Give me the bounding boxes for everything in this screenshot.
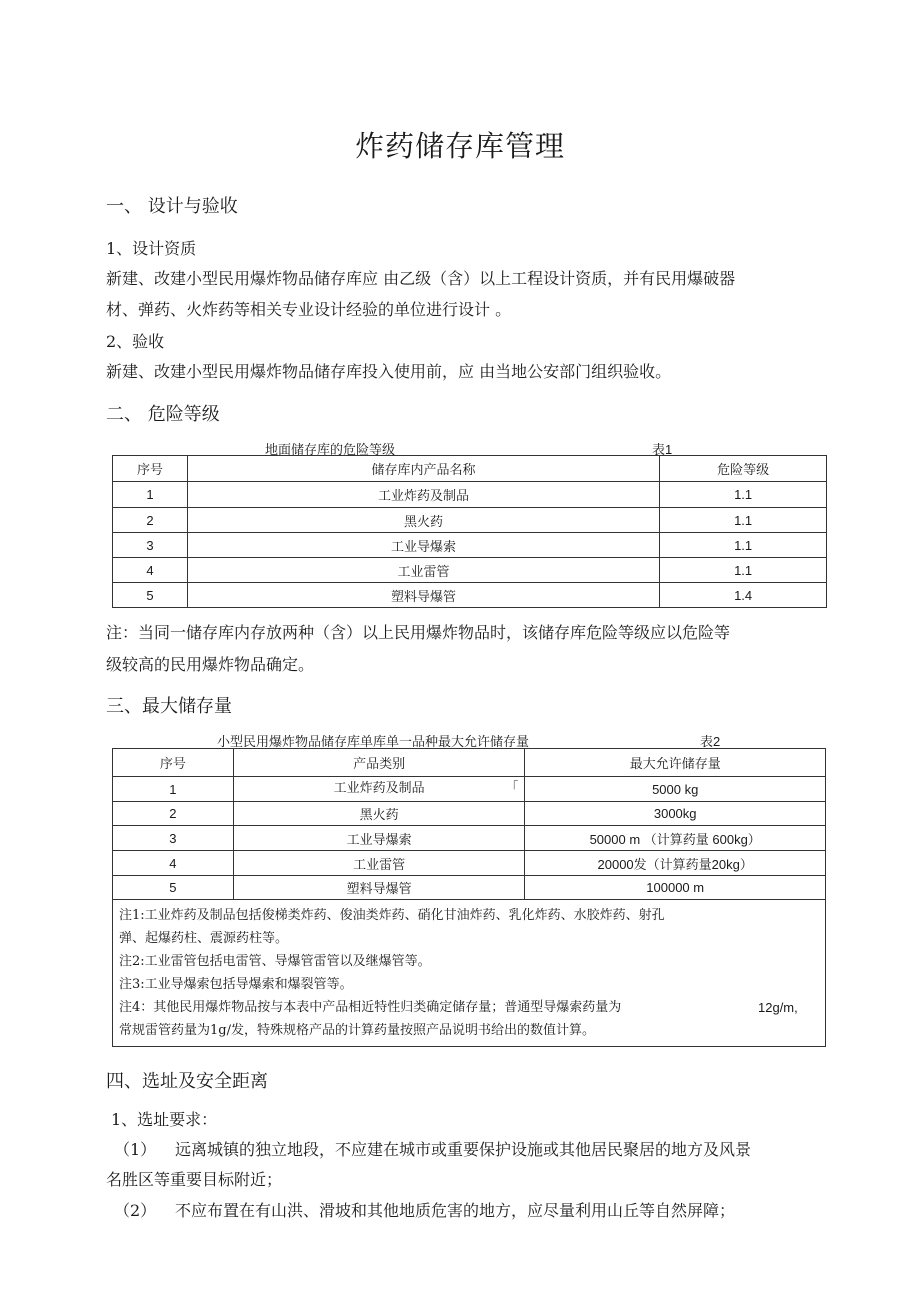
cell: 4 bbox=[113, 851, 234, 876]
cell: 3000kg bbox=[525, 802, 826, 826]
cell: 2 bbox=[113, 508, 188, 533]
cell: 5000 kg bbox=[525, 777, 826, 802]
cell: 4 bbox=[113, 558, 188, 583]
paragraph-line: 材、弹药、火炸药等相关专业设计经验的单位进行设计 。 bbox=[106, 300, 512, 319]
note-4-line bbox=[119, 996, 819, 1019]
table-header-row bbox=[113, 749, 826, 777]
subheading-acceptance: 2、验收 bbox=[106, 332, 165, 351]
paragraph-line: 新建、改建小型民用爆炸物品储存库投入使用前，应 由当地公安部门组织验收。 bbox=[106, 362, 672, 381]
note-4-text: 注4：其他民用爆炸物品按与本表中产品相近特性归类确定储存量；普通型导爆索药量为 bbox=[119, 1000, 622, 1015]
table-notes-row bbox=[113, 900, 826, 1047]
table-row bbox=[113, 802, 826, 826]
table2-number: 表2 bbox=[700, 734, 721, 749]
cell: 20000发（计算药量20kg） bbox=[525, 851, 826, 876]
table-row bbox=[113, 533, 827, 558]
note-4-value: 12g/m, bbox=[758, 1000, 798, 1015]
header-cell: 产品类别 bbox=[233, 749, 525, 777]
list-item-line: 名胜区等重要目标附近； bbox=[106, 1170, 283, 1189]
table-notes bbox=[113, 900, 826, 1047]
section-heading-hazard: 二、 危险等级 bbox=[106, 404, 220, 425]
note-line: 注：当同一储存库内存放两种（含）以上民用爆炸物品时，该储存库危险等级应以危险等 bbox=[106, 623, 731, 642]
table1-number: 表1 bbox=[652, 442, 673, 457]
list-item-line: 远离城镇的独立地段，不应建在城市或重要保护设施或其他居民聚居的地方及风景 bbox=[175, 1140, 752, 1159]
cell: 1.1 bbox=[660, 508, 827, 533]
stray-mark: 「 bbox=[505, 781, 519, 796]
header-cell: 序号 bbox=[113, 456, 188, 482]
cell: 1.1 bbox=[660, 482, 827, 508]
table-row bbox=[113, 826, 826, 851]
note-line: 级较高的民用爆炸物品确定。 bbox=[106, 655, 315, 674]
paragraph-line: 新建、改建小型民用爆炸物品储存库应 由乙级（含）以上工程设计资质，并有民用爆破器 bbox=[106, 269, 736, 288]
cell: 工业导爆索 bbox=[187, 533, 659, 558]
table1-caption: 地面储存库的危险等级 bbox=[265, 443, 396, 458]
cell: 黑火药 bbox=[233, 802, 525, 826]
cell: 工业雷管 bbox=[187, 558, 659, 583]
cell: 3 bbox=[113, 533, 188, 558]
cell: 2 bbox=[113, 802, 234, 826]
cell: 1.4 bbox=[660, 583, 827, 608]
cell: 工业导爆索 bbox=[233, 826, 525, 851]
note-3: 注3:工业导爆索包括导爆索和爆裂管等。 bbox=[119, 977, 353, 992]
table-row bbox=[113, 482, 827, 508]
table-row bbox=[113, 508, 827, 533]
list-item-number: （2） bbox=[114, 1201, 157, 1220]
header-cell: 危险等级 bbox=[660, 456, 827, 482]
section-heading-design: 一、 设计与验收 bbox=[106, 196, 238, 217]
list-item-number: （1） bbox=[114, 1140, 157, 1159]
section-heading-site-selection: 四、选址及安全距离 bbox=[106, 1071, 268, 1092]
note-1-line: 注1:工业炸药及制品包括俊梯类炸药、俊油类炸药、硝化甘油炸药、乳化炸药、水胶炸药、射孔 bbox=[119, 908, 665, 923]
table-row bbox=[113, 583, 827, 608]
cell: 1.1 bbox=[660, 533, 827, 558]
cell: 塑料导爆管 bbox=[187, 583, 659, 608]
cell: 100000 m bbox=[525, 876, 826, 900]
table-row bbox=[113, 777, 826, 802]
cell: 5 bbox=[113, 876, 234, 900]
table-row bbox=[113, 876, 826, 900]
hazard-level-table bbox=[112, 455, 827, 608]
table-row bbox=[113, 851, 826, 876]
cell: 1 bbox=[113, 777, 234, 802]
cell bbox=[233, 777, 525, 802]
cell: 1.1 bbox=[660, 558, 827, 583]
note-2: 注2:工业雷管包括电雷管、导爆管雷管以及继爆管等。 bbox=[119, 954, 431, 969]
header-cell: 序号 bbox=[113, 749, 234, 777]
cell: 工业炸药及制品 bbox=[187, 482, 659, 508]
table2-caption: 小型民用爆炸物品储存库单库单一品种最大允许储存量 bbox=[217, 735, 530, 750]
cell: 工业雷管 bbox=[233, 851, 525, 876]
subheading-design-qualification: 1、设计资质 bbox=[106, 239, 197, 258]
max-storage-table bbox=[112, 748, 826, 1047]
note-4-line: 常规雷管药量为1g/发，特殊规格产品的计算药量按照产品说明书给出的数值计算。 bbox=[119, 1023, 595, 1038]
page-title: 炸药储存库管理 bbox=[354, 129, 565, 163]
cell: 50000 m （计算药量 600kg） bbox=[525, 826, 826, 851]
cell-text: 工业炸药及制品 bbox=[333, 781, 425, 796]
list-item-line: 不应布置在有山洪、滑坡和其他地质危害的地方，应尽量利用山丘等自然屏障； bbox=[175, 1201, 736, 1220]
table-header-row bbox=[113, 456, 827, 482]
cell: 塑料导爆管 bbox=[233, 876, 525, 900]
cell: 3 bbox=[113, 826, 234, 851]
note-1-line: 弹、起爆药柱、震源药柱等。 bbox=[119, 931, 289, 946]
subheading-site-requirements: 1、选址要求： bbox=[111, 1110, 218, 1129]
section-heading-max-storage: 三、最大储存量 bbox=[106, 696, 232, 717]
cell: 5 bbox=[113, 583, 188, 608]
header-cell: 最大允许储存量 bbox=[525, 749, 826, 777]
header-cell: 储存库内产品名称 bbox=[187, 456, 659, 482]
table-row bbox=[113, 558, 827, 583]
cell: 黑火药 bbox=[187, 508, 659, 533]
cell: 1 bbox=[113, 482, 188, 508]
